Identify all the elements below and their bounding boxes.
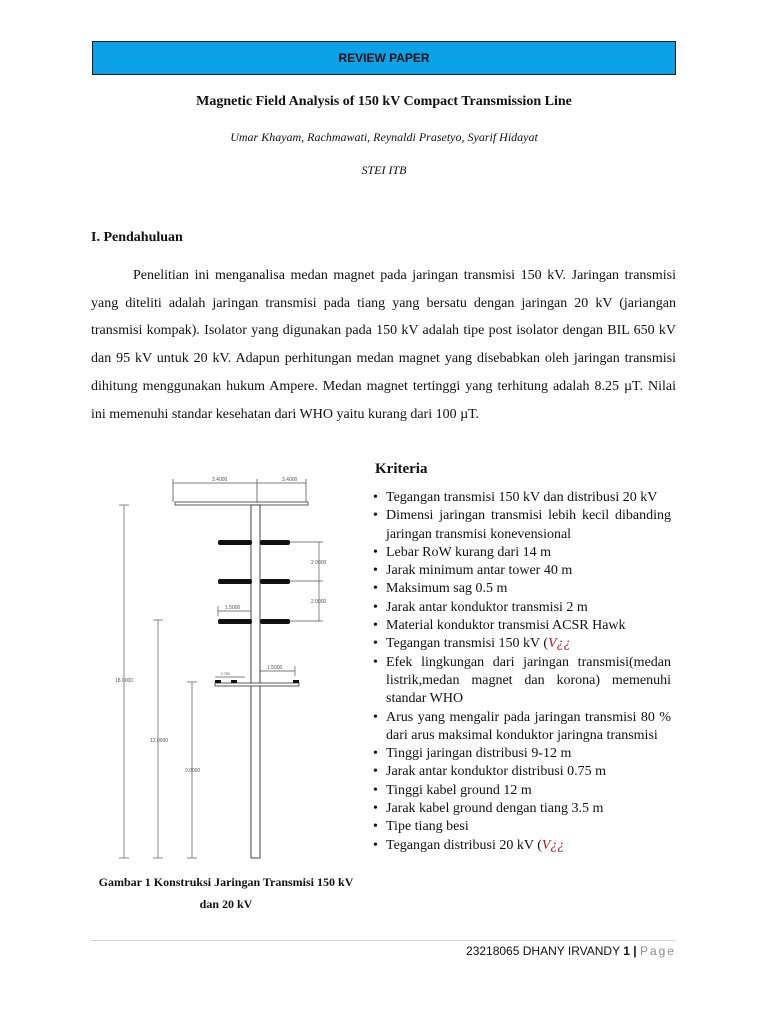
dist-conductor-1 (215, 680, 221, 683)
ground-crossarm (175, 502, 308, 505)
footer-author: 23218065 DHANY IRVANDY (466, 944, 620, 958)
voltage-symbol: V (541, 837, 551, 853)
list-item: • Material konduktor transmisi ACSR Hawk (371, 617, 671, 635)
dim-height-ground: 12.0000 (150, 738, 169, 744)
list-item: • Dimensi jaringan transmisi lebih kecil dibanding jaringan transmisi konevensional (371, 507, 671, 544)
insulator-2 (218, 579, 252, 584)
dim-dist-arm: 1.5000 (267, 665, 283, 671)
pole (251, 505, 260, 858)
paper-affiliation: STEI ITB (361, 163, 407, 177)
list-item: • Lebar RoW kurang dari 14 m (371, 544, 671, 562)
dim-height-dist: 9.0000 (185, 768, 201, 774)
list-item: • Jarak kabel ground dengan tiang 3.5 m (371, 800, 671, 818)
insulator-3 (218, 619, 252, 624)
list-item: • Arus yang mengalir pada jaringan transmisi 80 % dari arus maksimal konduktor jaringna transmisi (371, 709, 671, 746)
footer-page-word: Page (639, 944, 676, 958)
figure-caption: Gambar 1 Konstruksi Jaringan Transmisi 150 kV dan 20 kV (98, 875, 354, 911)
list-item: • Tegangan transmisi 150 kV (V¿¿ (371, 635, 671, 653)
voltage-symbol-suffix: ¿¿ (556, 636, 571, 652)
dist-conductor-2 (231, 680, 237, 683)
dim-height-total: 18.0000 (115, 678, 134, 684)
list-item: • Maksimum sag 0.5 m (371, 580, 671, 598)
footer-divider (91, 940, 676, 941)
page-number: 1 (623, 944, 630, 958)
list-item: • Jarak minimum antar tower 40 m (371, 562, 671, 580)
banner-label: REVIEW PAPER (338, 51, 430, 65)
list-item: • Tipe tiang besi (371, 818, 671, 836)
paper-authors: Umar Khayam, Rachmawati, Reynaldi Prasetyo, Syarif Hidayat (230, 130, 538, 144)
list-item: • Tinggi kabel ground 12 m (371, 782, 671, 800)
list-item: • Jarak antar konduktor distribusi 0.75 m (371, 763, 671, 781)
dim-spacing-1: 2.0000 (311, 560, 327, 566)
insulator-1 (218, 540, 252, 545)
paper-title: Magnetic Field Analysis of 150 kV Compact Transmission Line (196, 94, 572, 109)
dim-dist-small: 0.750 (221, 672, 230, 676)
dist-conductor-3 (293, 680, 299, 683)
dim-top-right: 3.4000 (282, 477, 298, 483)
distribution-crossarm (215, 683, 299, 686)
dim-top-left: 3.4000 (212, 477, 228, 483)
dim-spacing-2: 2.0000 (311, 599, 327, 605)
dim-arm: 1.5000 (225, 605, 241, 611)
footer-separator: | (633, 944, 637, 958)
criteria-title: Kriteria (375, 461, 428, 477)
tower-construction-figure (95, 470, 370, 870)
voltage-symbol-suffix: ¿¿ (550, 837, 565, 853)
page-footer (466, 944, 676, 958)
intro-paragraph: Penelitian ini menganalisa medan magnet pada jaringan transmisi 150 kV. Jaringan transmisi yang diteliti adalah jaringan transmisi pada tiang yang bersatu dengan jaringan 20 kV (jariangan transmisi kompak). Isolator yang digunakan pada 150 kV adalah tipe post isolator dengan BIL 650 kV dan 95 kV untuk 20 kV. Adapun perhitungan medan magnet yang disebabkan oleh jaringan transmisi dihitung menggunakan hukum Ampere. Medan magnet tertinggi yang terhitung adalah 8.25 µT. Nilai ini memenuhi standar kesehatan dari WHO yaitu kurang dari 100 µT. (91, 268, 676, 422)
section-heading: I. Pendahuluan (91, 230, 183, 245)
list-item: • Tegangan transmisi 150 kV dan distribusi 20 kV (371, 489, 671, 507)
list-item: • Jarak antar konduktor transmisi 2 m (371, 599, 671, 617)
insulator-1-right (260, 540, 290, 545)
list-item: • Tegangan distribusi 20 kV (V¿¿ (371, 837, 671, 855)
review-paper-banner (92, 41, 676, 75)
list-item: • Tinggi jaringan distribusi 9-12 m (371, 745, 671, 763)
list-item: • Efek lingkungan dari jaringan transmisi(medan listrik,medan magnet dan korona) memenuhi standar WHO (371, 654, 671, 709)
insulator-3-right (260, 619, 290, 624)
criteria-list (371, 489, 671, 855)
voltage-symbol: V (548, 636, 557, 652)
insulator-2-right (260, 579, 290, 584)
